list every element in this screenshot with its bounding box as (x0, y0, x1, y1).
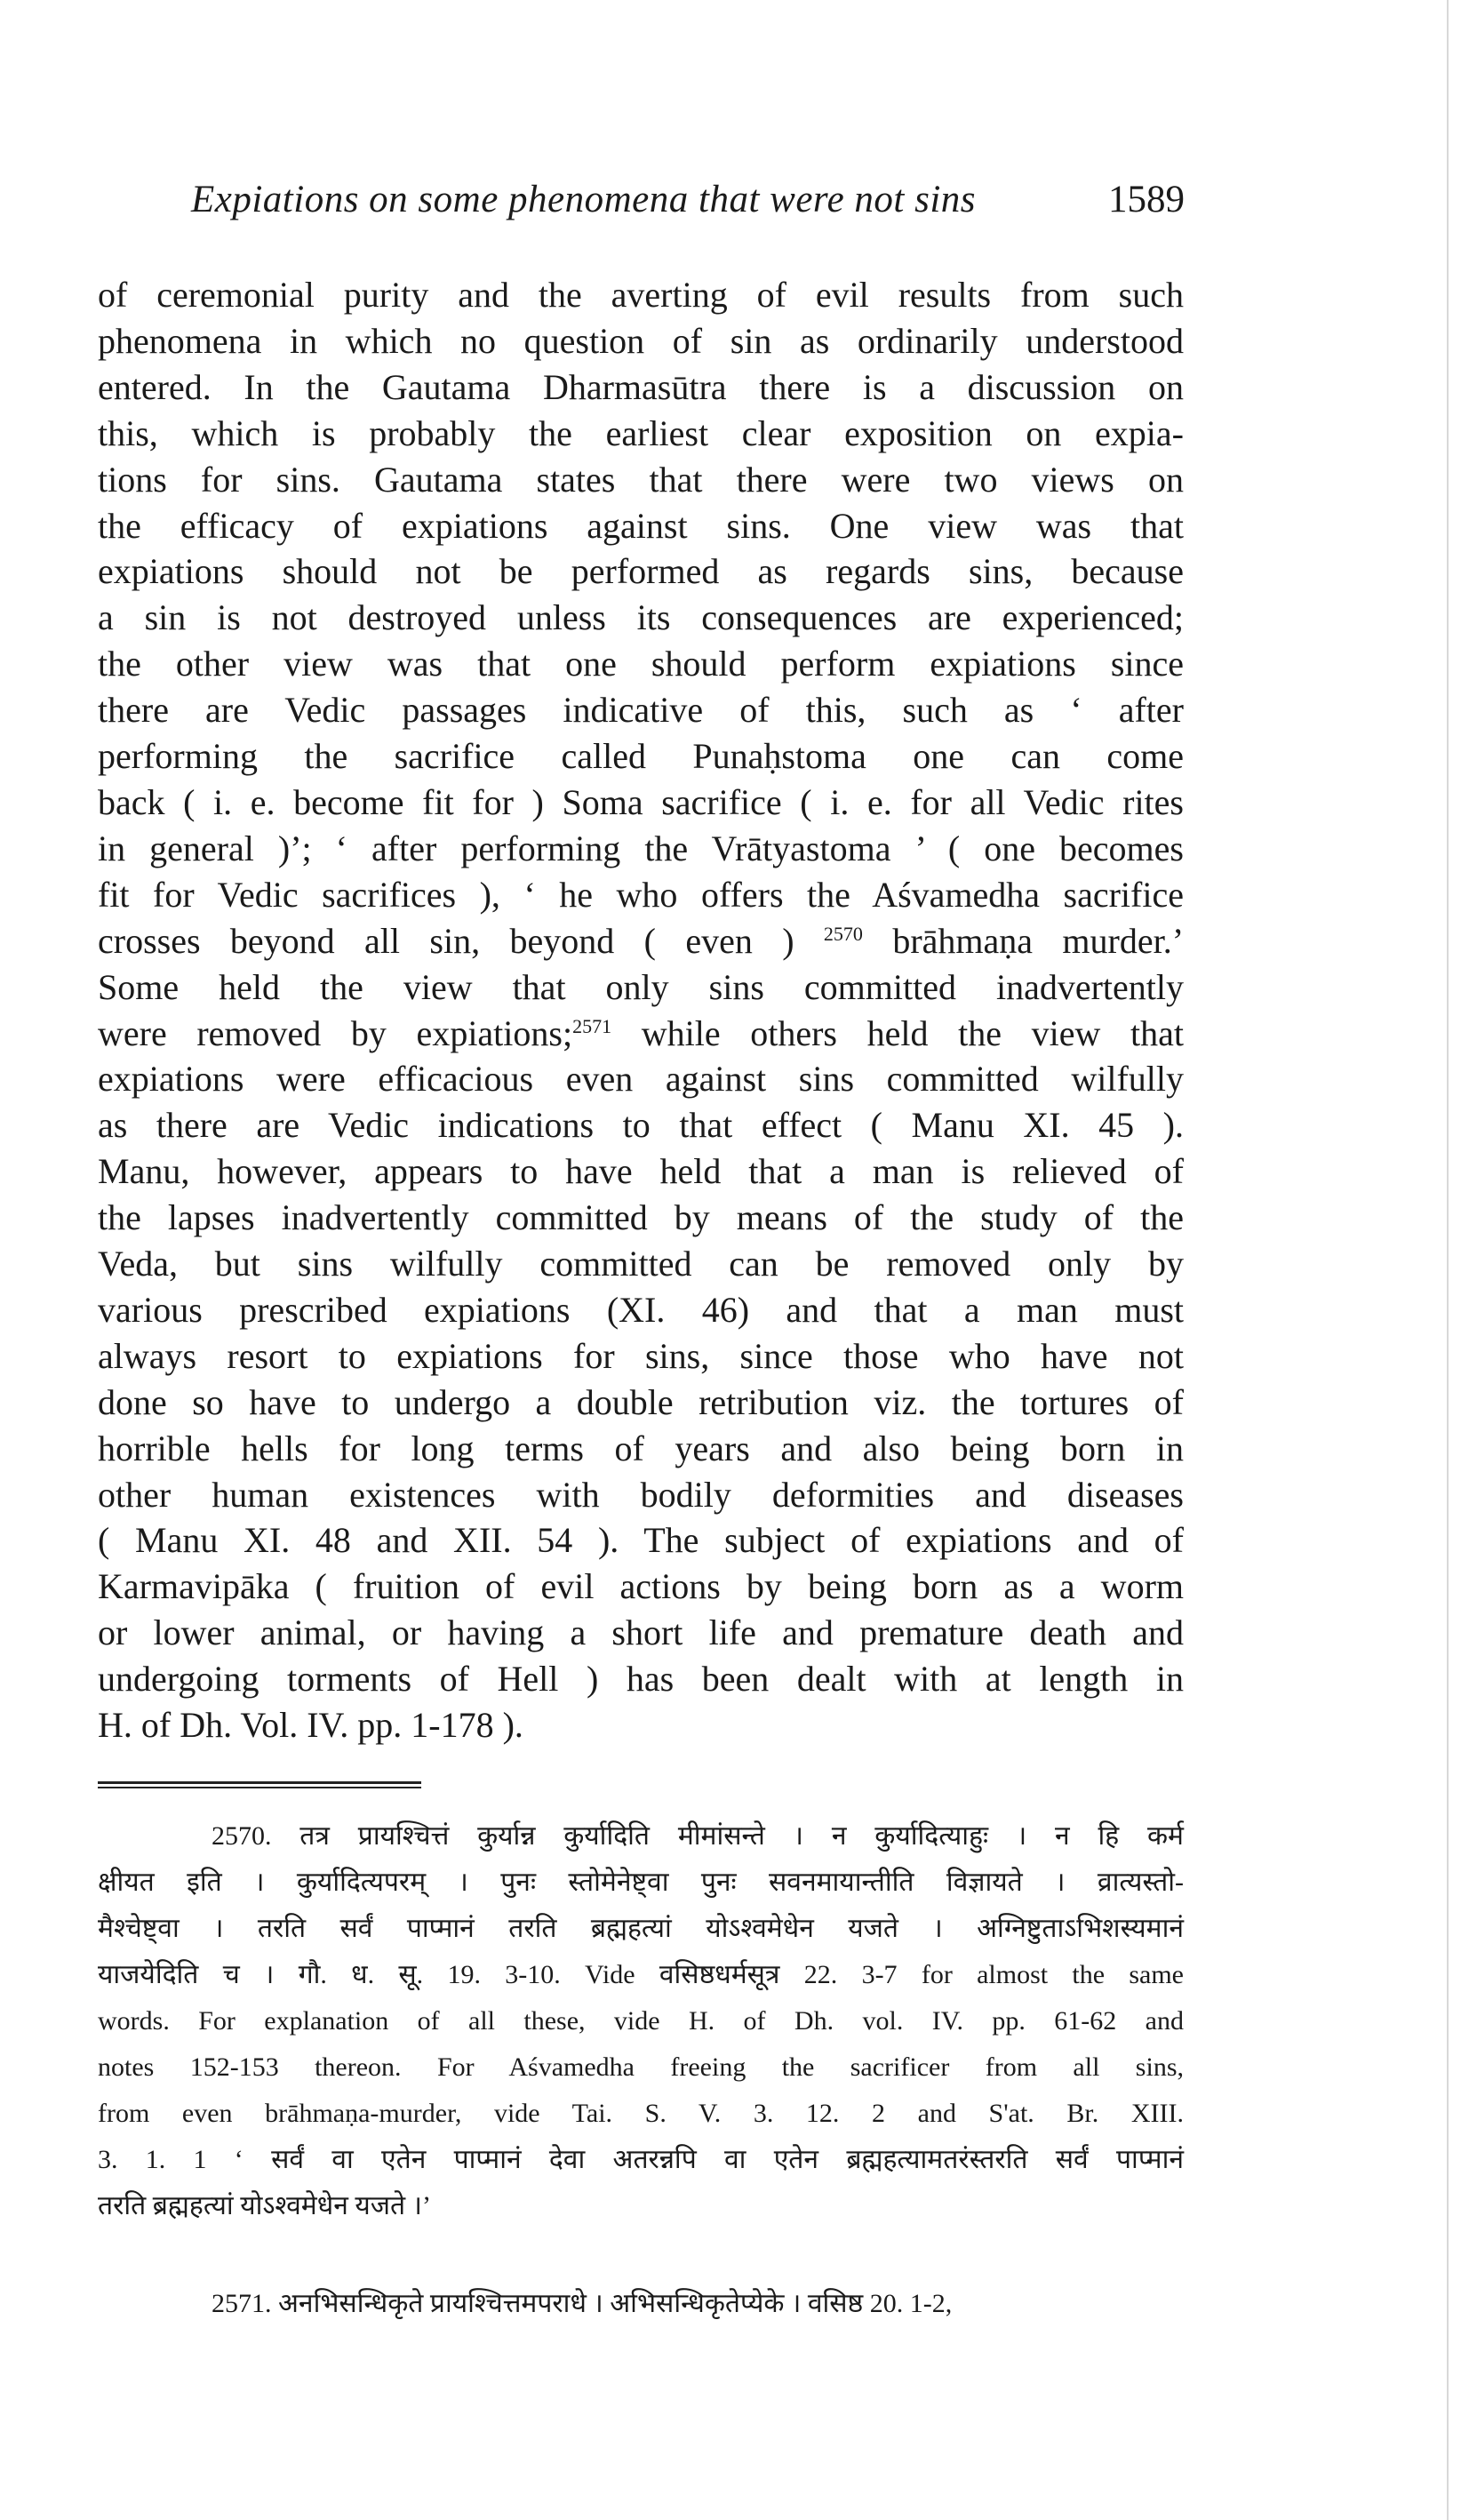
text-line: expiations should not be performed as regards sins, because (98, 551, 1184, 592)
footnote-line: तरति ब्रह्महत्यां योऽश्वमेधेन यजते ।’ (98, 2191, 431, 2220)
text-segment: were removed by expiations; (98, 1012, 573, 1053)
text-line: expiations were efficacious even against sins committed wilfully (98, 1059, 1184, 1100)
text-line: done so have to undergo a double retribution viz. the tortures of (98, 1381, 1184, 1422)
footnote-line: words. For explanation of all these, vide H. of Dh. vol. IV. pp. 61-62 and (98, 2006, 1184, 2036)
footnote-2570 (98, 1813, 1184, 2229)
footnote-ref-2570[interactable]: 2570 (823, 922, 863, 945)
footnote-line: 2571. अनभिसन्धिकृते प्रायश्चित्तमपराधे । अभिसन्धिकृतेप्येके । वसिष्ठ 20. 1-2, (212, 2289, 953, 2318)
footnote-line: notes 152-153 thereon. For Aśvamedha freeing the sacrificer from all sins, (98, 2052, 1184, 2082)
footnote-ref-2571[interactable]: 2571 (572, 1014, 612, 1037)
text-line (98, 1011, 1184, 1057)
text-line: ( Manu XI. 48 and XII. 54 ). The subject of expiations and of (98, 1520, 1184, 1561)
text-line: Veda, but sins wilfully committed can be removed only by (98, 1244, 1184, 1284)
text-line: tions for sins. Gautama states that there were two views on (98, 459, 1184, 500)
text-line: of ceremonial purity and the averting of evil results from such (98, 275, 1184, 315)
text-line: Karmavipāka ( fruition of evil actions by being born as a worm (98, 1566, 1184, 1607)
text-line: back ( i. e. become fit for ) Soma sacrifice ( i. e. for all Vedic rites (98, 781, 1184, 822)
text-line: the efficacy of expiations against sins. One view was that (98, 505, 1184, 546)
running-title: Expiations on some phenomena that were not sins (191, 179, 977, 220)
text-line: various prescribed expiations (XI. 46) and that a man must (98, 1289, 1184, 1330)
text-line: performing the sacrifice called Punaḥstoma one can come (98, 736, 1184, 777)
footnote-line: क्षीयत इति । कुर्यादित्यपरम् । पुनः स्तोमेनेष्ट्वा पुनः सवनमायान्तीति विज्ञायते । व्रात्यस्तो- (98, 1868, 1184, 1897)
footnote-2571 (98, 2281, 1184, 2327)
text-line: the lapses inadvertently committed by means of the study of the (98, 1197, 1184, 1238)
text-line: H. of Dh. Vol. IV. pp. 1-178 ). (98, 1705, 523, 1746)
footnote-line: याजयेदिति च । गौ. ध. सू. 19. 3-10. Vide वसिष्ठधर्मसूत्र 22. 3-7 for almost the same (98, 1960, 1184, 1989)
text-line: Some held the view that only sins committed inadvertently (98, 966, 1184, 1007)
text-line: other human existences with bodily deformities and diseases (98, 1474, 1184, 1515)
text-segment: brāhmaṇa murder.’ (892, 920, 1185, 961)
text-line: this, which is probably the earliest clear exposition on expia- (98, 412, 1184, 453)
scan-edge-line (1447, 0, 1449, 2520)
text-line: or lower animal, or having a short life and premature death and (98, 1612, 1184, 1653)
text-line: in general )’; ‘ after performing the Vrātyastoma ’ ( one becomes (98, 828, 1184, 868)
text-line: always resort to expiations for sins, since those who have not (98, 1335, 1184, 1376)
text-line (98, 918, 1184, 964)
text-line: entered. In the Gautama Dharmasūtra there is a discussion on (98, 366, 1184, 407)
text-line: as there are Vedic indications to that effect ( Manu XI. 45 ). (98, 1105, 1184, 1146)
running-header (191, 178, 1185, 231)
text-segment: crosses beyond all sin, beyond ( even ) (98, 920, 794, 961)
text-line: there are Vedic passages indicative of this, such as ‘ after (98, 690, 1184, 731)
text-line: phenomena in which no question of sin as ordinarily understood (98, 320, 1184, 361)
text-line: undergoing torments of Hell ) has been dealt with at length in (98, 1659, 1184, 1700)
footnote-line: मैश्चेष्ट्वा । तरति सर्वं पाप्मानं तरति ब्रह्महत्यां योऽश्वमेधेन यजते । अग्निष्टुताऽभिशस्यमानं (98, 1914, 1184, 1943)
footnote-separator (98, 1781, 421, 1788)
page-number: 1589 (1108, 179, 1185, 220)
body-text (98, 272, 1184, 1748)
footnote-line: 2570. तत्र प्रायश्चित्तं कुर्यान्न कुर्यादिति मीमांसन्ते । न कुर्यादित्याहुः । न हि कर्म (212, 1821, 1184, 1851)
text-line: fit for Vedic sacrifices ), ‘ he who offers the Aśvamedha sacrifice (98, 874, 1184, 915)
text-segment: while others held the view that (641, 1012, 1185, 1053)
text-line: the other view was that one should perform expiations since (98, 644, 1184, 684)
text-line: horrible hells for long terms of years and also being born in (98, 1428, 1184, 1468)
footnote-line: 3. 1. 1 ‘ सर्वं वा एतेन पाप्मानं देवा अतरन्नपि वा एतेन ब्रह्महत्यामतरंस्तरति सर्वं पाप्मानं (98, 2145, 1184, 2174)
footnote-line: from even brāhmaṇa-murder, vide Tai. S. V. 3. 12. 2 and S'at. Br. XIII. (98, 2099, 1184, 2128)
text-line: a sin is not destroyed unless its consequences are experienced; (98, 597, 1184, 638)
text-line: Manu, however, appears to have held that a man is relieved of (98, 1151, 1184, 1192)
